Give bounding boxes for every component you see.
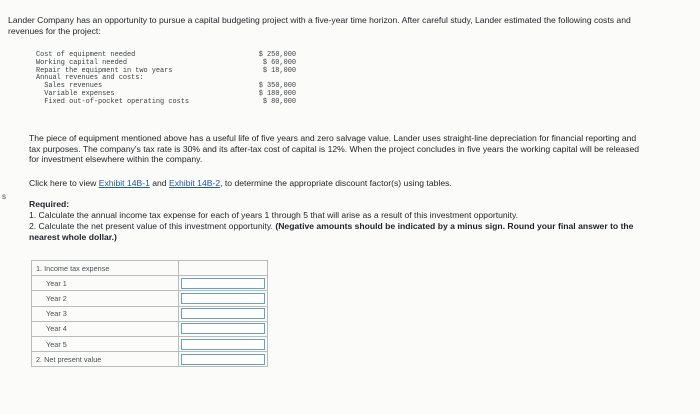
cost-value: $ 18,000	[262, 66, 296, 75]
cost-label: Annual revenues and costs:	[36, 74, 144, 83]
exhibit-and: and	[149, 178, 169, 188]
exhibit-suffix: , to determine the appropriate discount factor(s) using tables.	[220, 178, 452, 188]
net-present-value-input[interactable]	[181, 354, 265, 365]
row-label: 2. Net present value	[32, 352, 179, 367]
input-cell	[179, 291, 268, 306]
intro-text: Lander Company has an opportunity to pursue a capital budgeting project with a five-year time horizon. After careful study, Lander estimated the following costs and revenues for the project:	[8, 15, 631, 36]
year-4-tax-input[interactable]	[181, 323, 265, 334]
exhibit-instructions	[29, 178, 641, 189]
empty-cell	[179, 261, 268, 276]
required-item-2	[29, 221, 649, 242]
row-label: Year 3	[32, 306, 179, 321]
year-5-tax-input[interactable]	[181, 339, 265, 350]
cost-label: Cost of equipment needed	[36, 51, 136, 59]
required-item-2-text: 2. Calculate the net present value of this investment opportunity.	[29, 221, 276, 231]
row-label: 1. Income tax expense	[32, 261, 179, 276]
description-text: The piece of equipment mentioned above has a useful life of five years and zero salvage value. Lander uses straight-line depreciation for financial reporting and tax purposes. The company's tax rate is 30% and its after-tax cost of capital is 12%. When the project concludes in five years the working capital will be released for investment elsewhere within the company.	[29, 133, 640, 165]
row-label: Year 5	[32, 336, 179, 351]
row-label: Year 2	[32, 291, 179, 306]
cost-label: Repair the equipment in two years	[36, 66, 173, 75]
cost-label: Working capital needed	[36, 58, 127, 67]
input-cell	[179, 306, 268, 321]
required-item-2-instruction: (Negative amounts should be indicated by a minus sign. Round your final answer to the nearest whole dollar.)	[29, 221, 634, 242]
answer-table	[31, 260, 268, 367]
cost-label: Variable expenses	[36, 89, 115, 98]
cost-value: $ 80,000	[262, 97, 296, 106]
table-row	[32, 291, 268, 306]
cost-value: $ 60,000	[262, 58, 296, 67]
year-1-tax-input[interactable]	[181, 278, 265, 289]
cost-label: Sales revenues	[36, 82, 103, 91]
exhibit-prefix: Click here to view	[29, 178, 99, 188]
required-item-1: 1. Calculate the annual income tax expense for each of years 1 through 5 that will arise as a result of this investment opportunity.	[29, 210, 518, 220]
input-cell	[179, 276, 268, 291]
input-cell	[179, 352, 268, 367]
required-heading: Required:	[29, 199, 70, 209]
table-row	[32, 321, 268, 336]
table-row	[32, 336, 268, 351]
margin-mark: s	[2, 192, 6, 201]
table-row	[32, 261, 268, 276]
exhibit-14b-2-link[interactable]: Exhibit 14B-2	[168, 178, 221, 188]
year-2-tax-input[interactable]	[181, 293, 265, 304]
year-3-tax-input[interactable]	[181, 308, 265, 319]
cost-label: Fixed out-of-pocket operating costs	[36, 97, 189, 106]
input-cell	[179, 321, 268, 336]
exhibit-14b-1-link[interactable]: Exhibit 14B-1	[98, 178, 150, 188]
table-row	[32, 306, 268, 321]
table-row	[32, 352, 268, 367]
row-label: Year 1	[32, 276, 179, 291]
cost-value: $ 350,000	[258, 82, 296, 91]
cost-value: $ 180,000	[258, 89, 296, 98]
table-row	[32, 276, 268, 291]
input-cell	[179, 336, 268, 351]
cost-value: $ 250,000	[258, 51, 296, 59]
row-label: Year 4	[32, 321, 179, 336]
